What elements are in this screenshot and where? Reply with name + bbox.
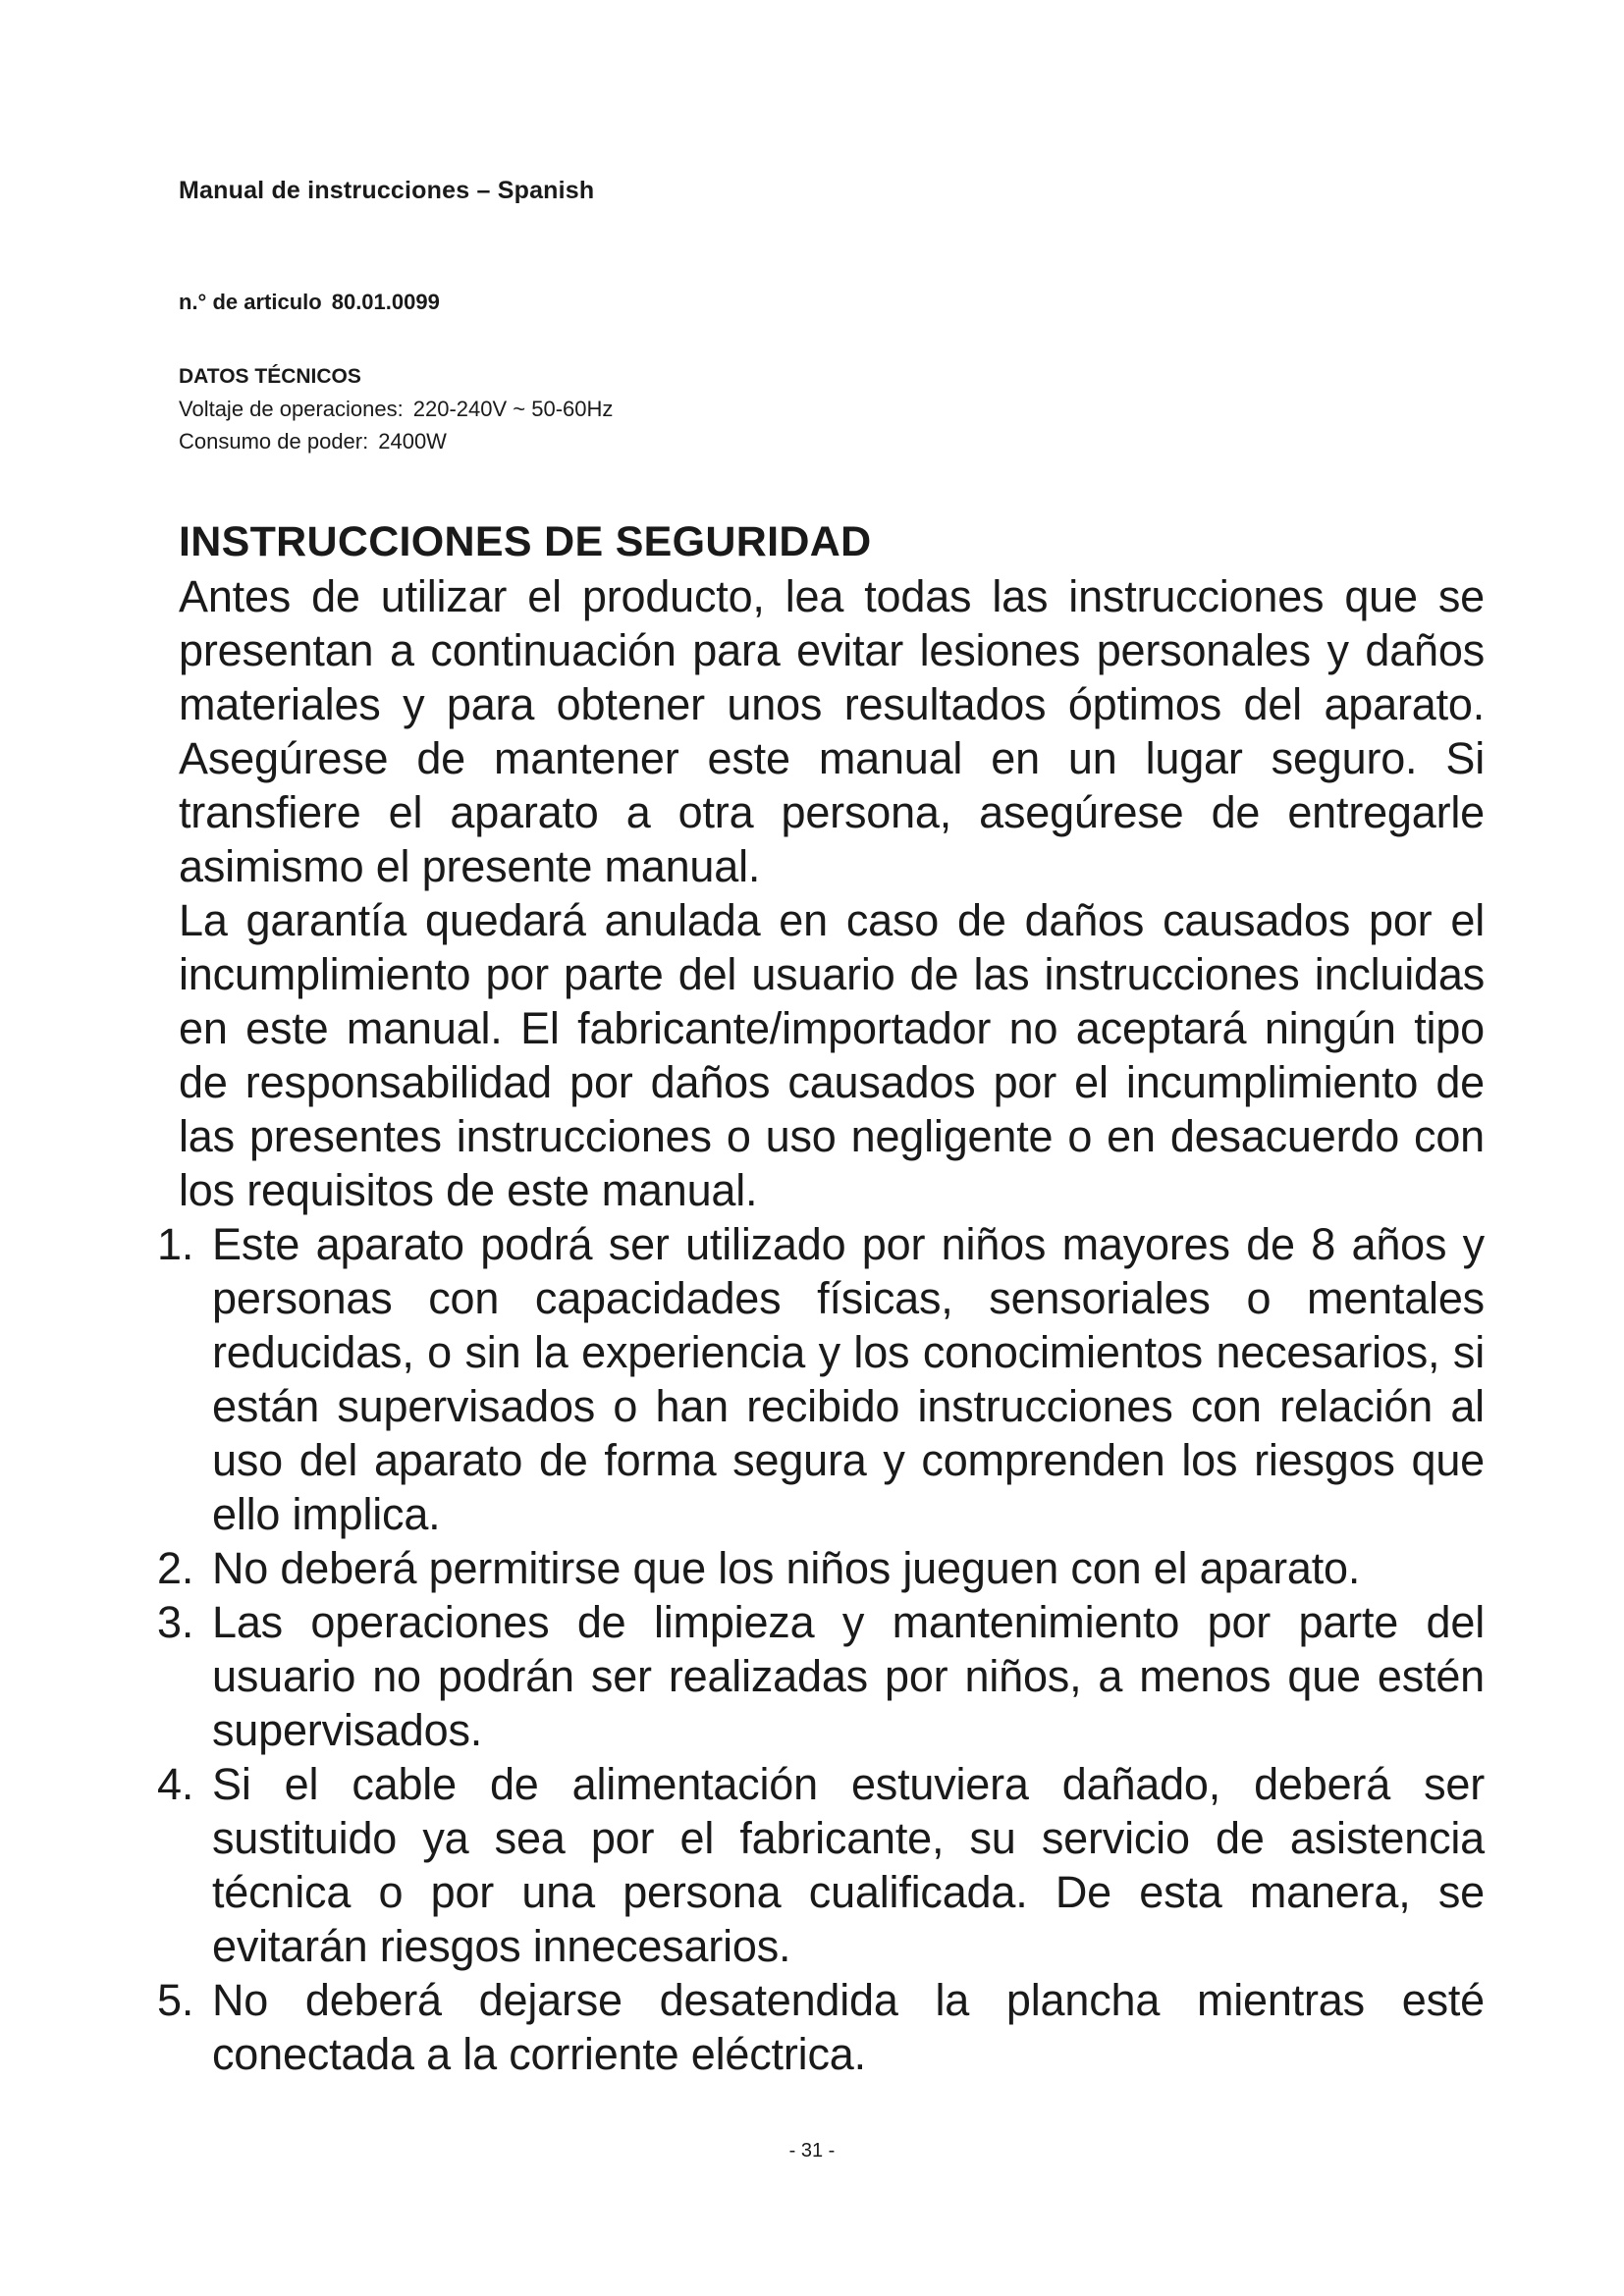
list-item-number: 5. [157,1975,194,2025]
list-item [157,1217,1485,1541]
safety-list [157,1217,1485,2081]
tech-row-power [179,425,613,457]
technical-data [179,360,613,457]
tech-row-value: 2400W [378,429,447,454]
article-number: 80.01.0099 [331,290,440,314]
tech-row-voltage [179,393,613,425]
warranty-paragraph: La garantía quedará anulada en caso de daños causados por el incumplimiento por parte del usuario de las instrucciones incluidas en este manual. El fabricante/importador no aceptará ningún tipo de responsabilidad por daños causados por el incumplimiento de las presentes instrucciones o uso negligente o en desacuerdo con los requisitos de este manual. [179,895,1485,1215]
page-number: - 31 - [788,2140,836,2162]
tech-row-label: Voltaje de operaciones: [179,397,404,421]
page-header: Manual de instrucciones – Spanish [179,177,595,204]
list-item-number: 1. [157,1219,194,1269]
safety-section [157,515,1485,2081]
safety-title: INSTRUCCIONES DE SEGURIDAD [179,518,872,565]
article-number-line [179,290,440,315]
list-item-number: 2. [157,1543,194,1593]
list-item [157,1757,1485,1973]
list-item [157,1973,1485,2081]
article-label: n.° de articulo [179,290,322,314]
safety-paragraph: Antes de utilizar el producto, lea todas las instrucciones que se presentan a continuación para evitar lesiones personales y daños materiales y para obtener unos resultados óptimos del aparato. Asegúrese de mantener este manual en un lugar seguro. Si transfiere el aparato a otra persona, asegúrese de entregarle asimismo el presente manual. [179,571,1485,891]
list-item-text: Este aparato podrá ser utilizado por niños mayores de 8 años y personas con capacidades físicas, sensoriales o mentales reducidas, o sin la experiencia y los conocimientos necesarios, si están supervisados o han recibido instrucciones con relación al uso del aparato de forma segura y comprenden los riesgos que ello implica. [212,1219,1485,1539]
list-item [157,1541,1485,1595]
list-item-text: No deberá permitirse que los niños jueguen con el aparato. [212,1543,1361,1593]
list-item-text: Si el cable de alimentación estuviera dañado, deberá ser sustituido ya sea por el fabricante, su servicio de asistencia técnica o por una persona cualificada. De esta manera, se evitarán riesgos innecesarios. [212,1759,1485,1971]
list-item-text: No deberá dejarse desatendida la plancha mientras esté conectada a la corriente eléctrica. [212,1975,1485,2079]
technical-data-title: DATOS TÉCNICOS [179,365,361,388]
list-item [157,1595,1485,1757]
list-item-number: 4. [157,1759,194,1809]
list-item-number: 3. [157,1597,194,1647]
tech-row-value: 220-240V ~ 50-60Hz [412,397,614,421]
tech-row-label: Consumo de poder: [179,429,369,454]
list-item-text: Las operaciones de limpieza y mantenimiento por parte del usuario no podrán ser realizadas por niños, a menos que estén supervisados. [212,1597,1485,1755]
